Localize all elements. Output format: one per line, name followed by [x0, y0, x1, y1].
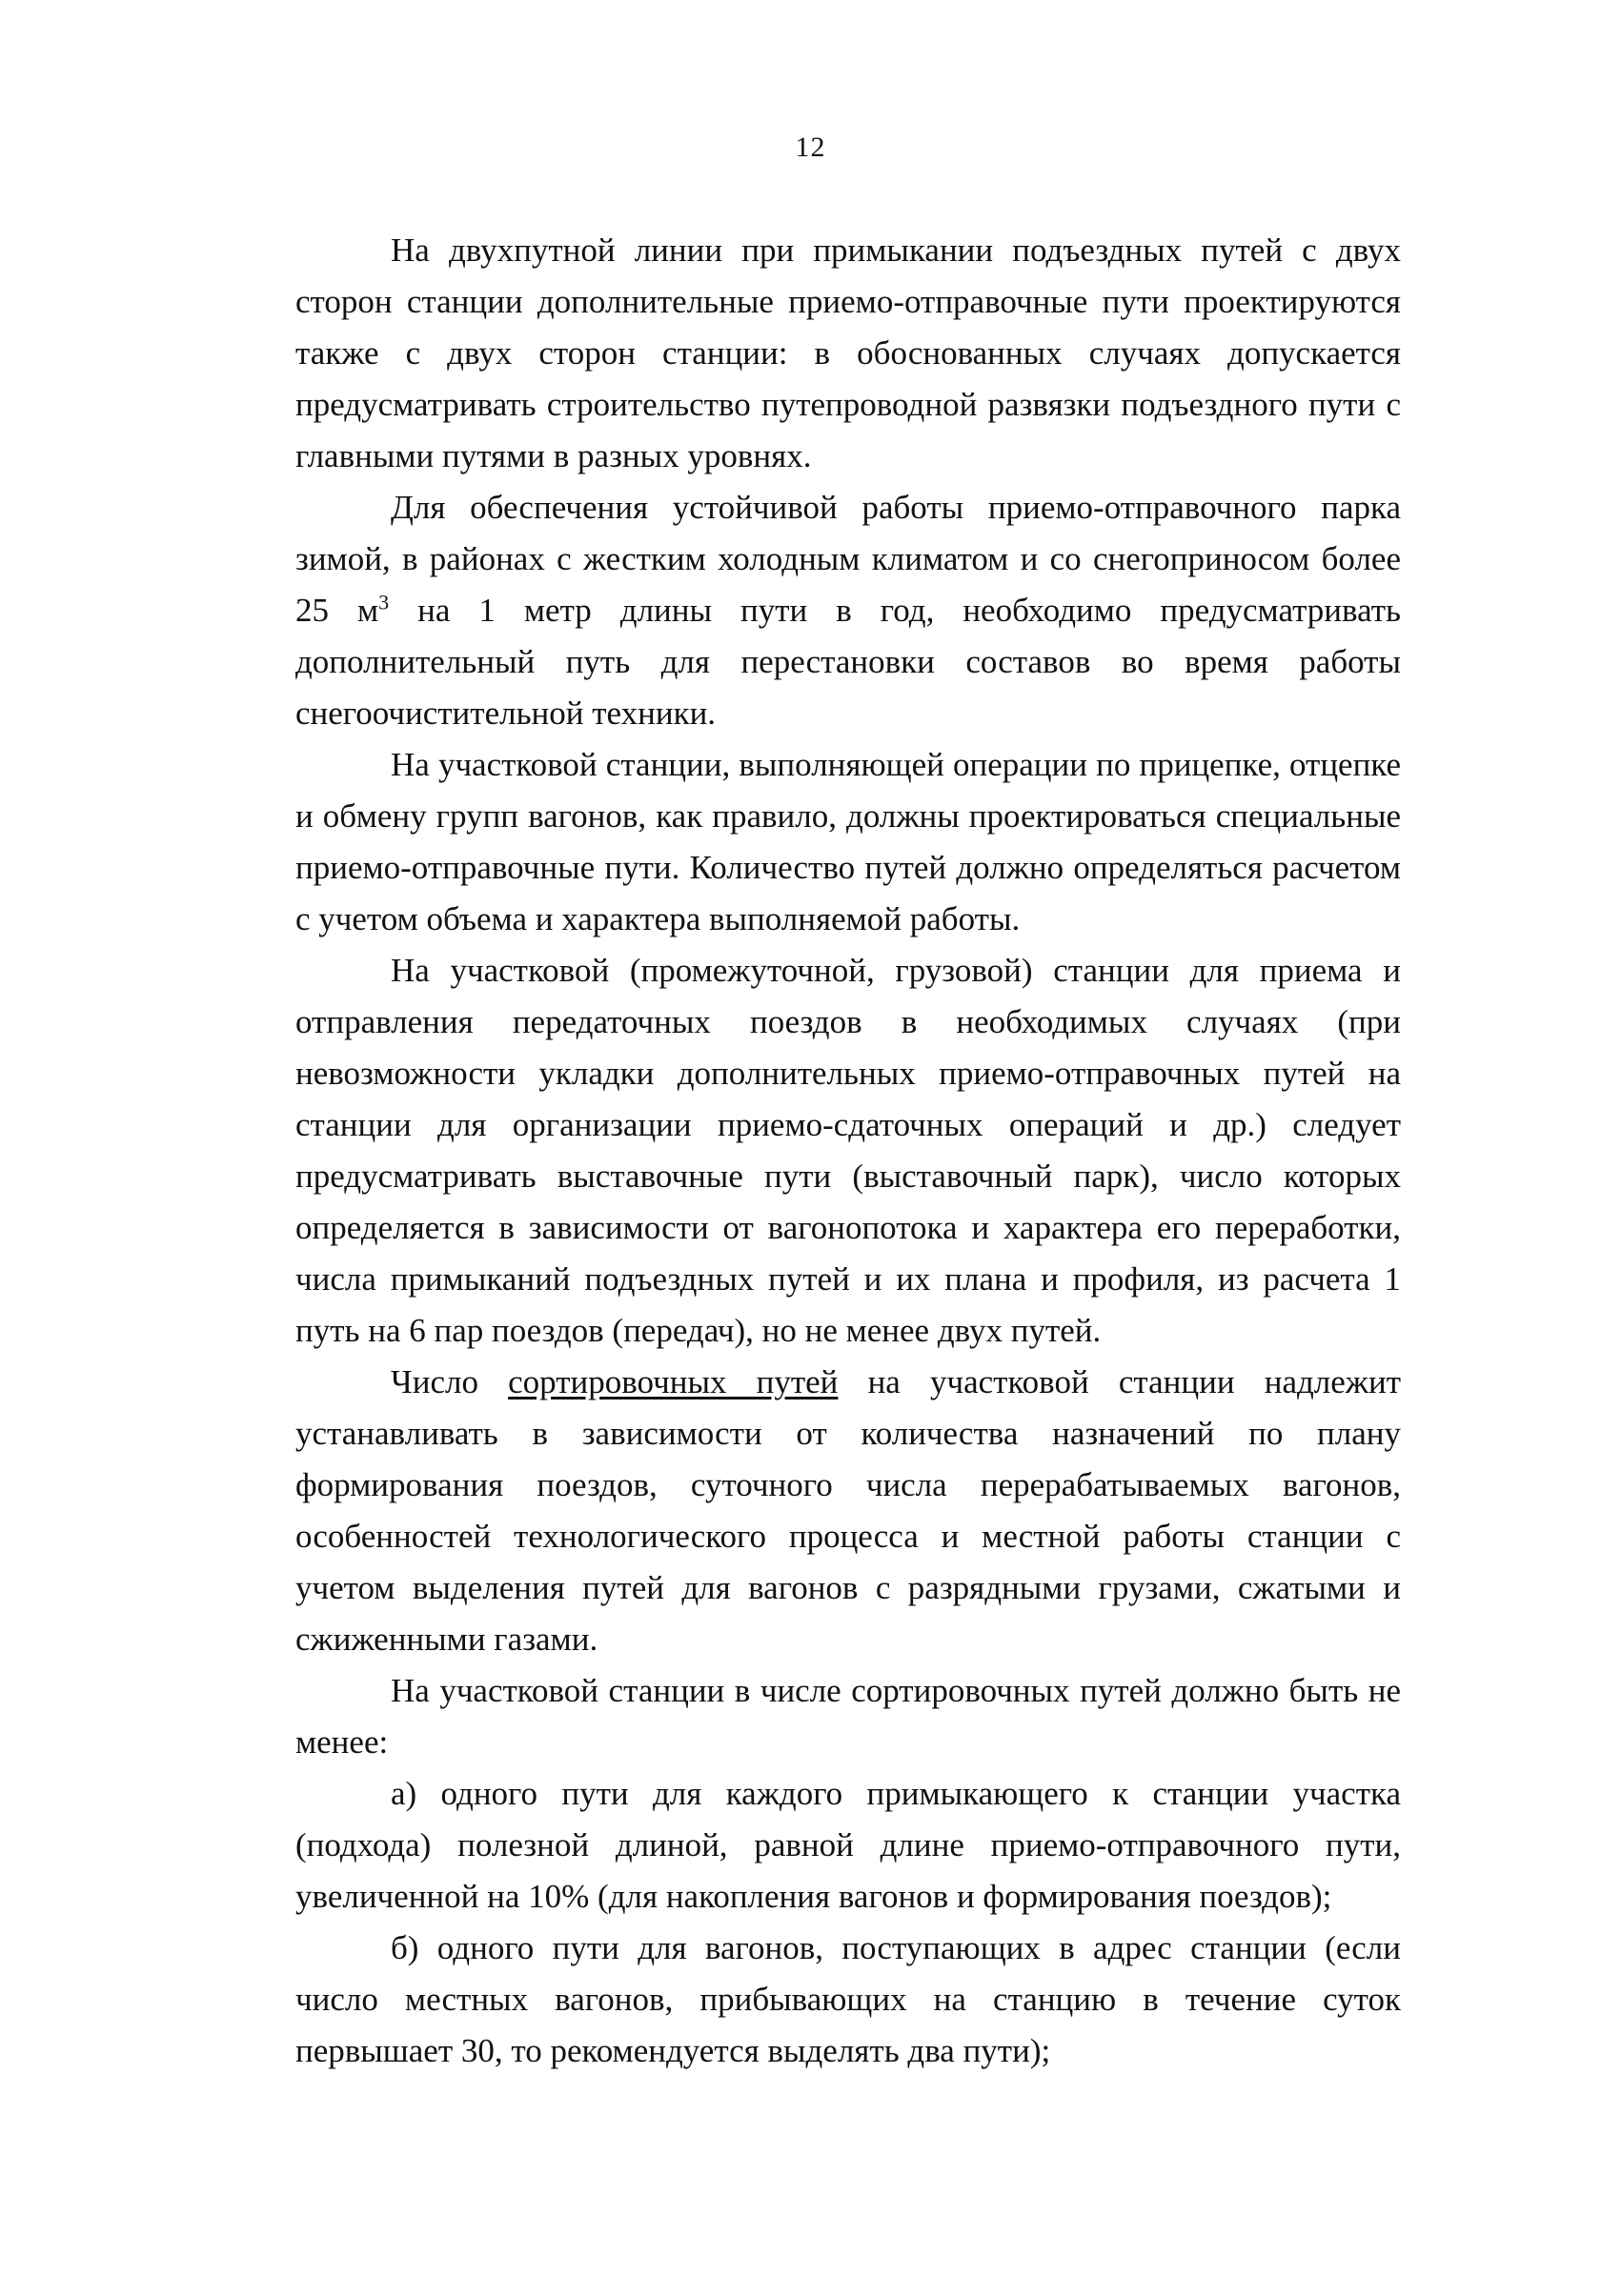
paragraph-sorting-tracks-rest: на участковой станции надлежит устанавливать в зависимости от количества назначений по плану формирования поездов, суточного числа перерабатываемых вагонов, особенностей технологического процесса и местной работы станции с учетом выделения путей для вагонов с разрядными грузами, сжатыми и сжиженными газами.: [295, 1363, 1401, 1658]
paragraph-minimum-sorting-tracks: На участковой станции в числе сортировочных путей должно быть не менее:: [295, 1672, 1401, 1761]
document-body: [295, 225, 1401, 2077]
paragraph-double-track-sidings: На двухпутной линии при примыкании подъездных путей с двух сторон станции дополнительные приемо-отправочные пути проектируются также с двух сторон станции: в обоснованных случаях допускается предусматривать строительство путепроводной развязки подъездного пути с главными путями в разных уровнях.: [295, 232, 1401, 474]
paragraph-sorting-tracks-intro: Число: [391, 1363, 509, 1400]
paragraph-sorting-tracks: [295, 1357, 1401, 1665]
paragraph-winter-operation-part-2: на 1 метр длины пути в год, необходимо предусматривать дополнительный путь для перестановки составов во время работы снегоочистительной техники.: [295, 592, 1401, 732]
page-number: 12: [795, 131, 826, 163]
sorting-tracks-underlined-term: сортировочных путей: [508, 1363, 839, 1400]
paragraph-special-receiving-departure-tracks: На участковой станции, выполняющей операции по прицепке, отцепке и обмену групп вагонов, как правило, должны проектироваться специальные приемо-отправочные пути. Количество путей должно определяться расчетом с учетом объема и характера выполняемой работы.: [295, 746, 1401, 937]
cubic-superscript: 3: [378, 590, 390, 614]
list-item-a: а) одного пути для каждого примыкающего к станции участка (подхода) полезной длиной, равной длине приемо-отправочного пути, увеличенной на 10% (для накопления вагонов и формирования поездов);: [295, 1775, 1401, 1915]
list-item-b: б) одного пути для вагонов, поступающих в адрес станции (если число местных вагонов, прибывающих на станцию в течение суток первышает 30, то рекомендуется выделять два пути);: [295, 1929, 1401, 2069]
paragraph-winter-operation-part-1: Для обеспечения устойчивой работы приемо-отправочного парка зимой, в районах с жестким холодным климатом и со снегоприносом более 25 м: [295, 489, 1401, 629]
paragraph-winter-operation: [295, 482, 1401, 739]
paragraph-exhibition-tracks: На участковой (промежуточной, грузовой) станции для приема и отправления передаточных поездов в необходимых случаях (при невозможности укладки дополнительных приемо-отправочных путей на станции для организации приемо-сдаточных операций и др.) следует предусматривать выставочные пути (выставочный парк), число которых определяется в зависимости от вагонопотока и характера его переработки, числа примыканий подъездных путей и их плана и профиля, из расчета 1 путь на 6 пар поездов (передач), но не менее двух путей.: [295, 952, 1401, 1349]
